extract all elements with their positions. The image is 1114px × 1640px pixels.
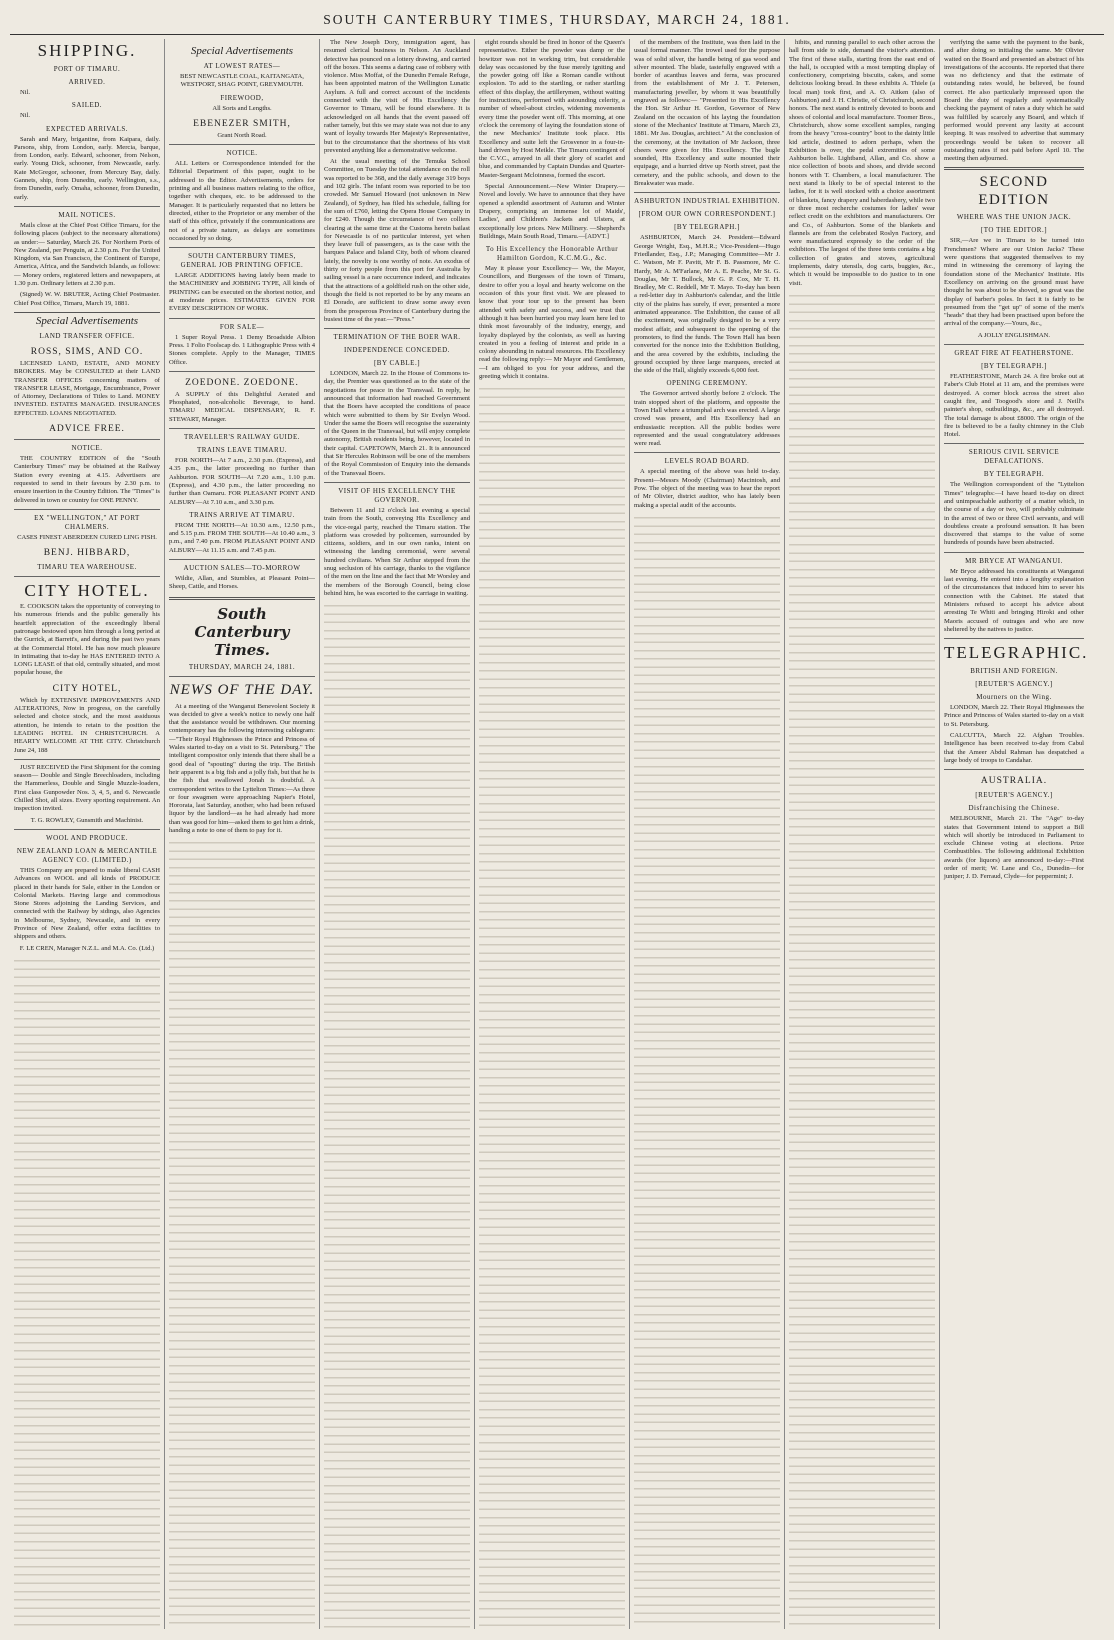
text-filler [324,601,470,1629]
levels-text: A special meeting of the above was held to-day. Present—Messrs Moody (Chairman) Macintosh, and Pow. The object of the meeting was to hear the report of Mr Olivier, district auditor, who has lately been making a special audit of the accounts. [634,468,780,509]
divider [944,344,1084,345]
news-of-the-day-heading: NEWS OF THE DAY. [169,681,315,698]
australia-text: MELBOURNE, March 21. The "Age" to-day states that Government intend to support a Bill which will shortly be introduced in Parliament to exclude Chinese voting at elections. Prize Combustibles. The following additional Exhibition awards (for liquors) are announced to-day:—First order of merit; W. Lane and Co., Dunedin—for juniper; J. D. Ferraud, Clyde—for peppermint; J. [944,815,1084,881]
arrived-heading: ARRIVED. [68,78,106,86]
article-text: verifying the same with the payment to the bank, and after doing so initialing the same. Mr Olivier waited on the Board and presented an abstract of his investigations of the accounts. He reported that there was no deficiency and that the estimate of outstanding rates would, he believed, be found correct. He also particularly impressed upon the Board the duty of regularly and systematically checking the payment of rates a duty which he said was fulfilled by scarcely any Board, and which if performed would prevent any laxity at account keeping. It was resolved to advertise that summary proceedings would be taken to recover all outstanding rates if not paid before April 10. The meeting then adjourned. [944,39,1084,163]
trains-leave-heading: TRAINS LEAVE TIMARU. [196,446,288,455]
levels-heading: LEVELS ROAD BOARD. [664,457,750,466]
tea-warehouse: TIMARU TEA WAREHOUSE. [37,563,137,572]
divider [14,829,160,830]
sailed-heading: SAILED. [71,101,103,110]
notice-heading: NOTICE. [71,444,103,453]
divider [634,192,780,193]
bryce-text: Mr Bryce addressed his constituents at Wanganui last evening. He entered into a lengthy explanation of the circumstances that induced him to sever his connection with the Cabinet. He stated that Ministers refused to accept his advice about arresting Te Whiti and bringing Hiroki and other Maoris accused of outrages and who are now sheltered by the natives to justice. [944,567,1084,633]
trains-leave-text: FOR NORTH—At 7 a.m., 2.30 p.m. (Express), and 4.35 p.m., the latter proceeding no further than Ashburton. FOR SOUTH—At 7.20 a.m., 1.10 p.m. (Express), and 4.30 p.m., the latter proceeding no further than Oamaru. FOR PLEASANT POINT AND ALBURY—At 7.10 a.m., and 3.30 p.m. [169,457,315,506]
expected-text: Sarah and Mary, brigantine, from Kaipara, daily. Parsons, ship, from London, early. Mercia, barque, from London, early. Edward, schooner, from Nelson, early. Young Dick, schooner, from Newcastle, early. Kate McGregor, schooner, from Mercury Bay, daily. Gannets, ship, from Dunedin, early. Wellington, s.s., from Dunedin, early. Omaha, schooner, from Dunedin, early. [14,135,160,201]
divider [169,597,315,600]
auction-text: Wildie, Allan, and Stumbles, at Pleasant Point—Sheep, Cattle, and Horses. [169,574,315,591]
port-heading: PORT OF TIMARU. [53,65,121,73]
wellington-heading: EX "WELLINGTON," AT PORT CHALMERS. [34,513,140,531]
independence-heading: INDEPENDENCE CONCEDED. [344,346,450,355]
trains-arrive-heading: TRAINS ARRIVE AT TIMARU. [189,510,295,519]
arrived-nil: Nil. [20,89,31,96]
ross-sims-name: ROSS, SIMS, AND CO. [30,346,144,357]
advice-free: ADVICE FREE. [49,424,125,435]
union-jack-text: SIR,—Are we in Timaru to be turned into Frenchmen? Where are our Union Jacks? These were questions that suggested themselves to my mind in witnessing the ceremony of laying the foundation stone of the Mechanics' Institute. His Excellency on arriving on the ground must have thought he was about to be shoved, so great was the display of barber's poles. In fact it is fairly to be presumed from the "get up" of some of the men's "heads" that they had been practised upon before the arrival of the company.—Yours, &c., [944,237,1084,328]
article-text: eight rounds should be fired in honor of the Queen's representative. Either the powder was damp or the howitzer was not in working trim, but considerable delay was occasioned by the fuse merely igniting and the powder going off like a Roman candle without explosion. To add to the startling, or rather startling effect of this display, the artillerymen, without waiting for instructions, performed with astounding celerity, a number of wheel-about circles, widening movements every time the powder went off. This morning, at one o'clock the ceremony of laying the foundation stone of the new Mechanics' Institute took place. His Excellency and suite left the Grosvenor in a four-in-hand driven by Host Meikle. The Timaru contingent of the C.V.C., arrayed in all their glory of scarlet and blue, and commanded by Captain Dundas and Quarter-Master-Sergeant Mcloinness, formed the escort. [479,39,625,179]
mourners-heading: Mourners on the Wing. [976,693,1052,702]
railway-guide-heading: TRAVELLER'S RAILWAY GUIDE. [184,433,300,442]
smith-address: Grant North Road. [217,131,267,139]
paper-title: South Canterbury Times. [194,604,290,659]
article-text: The New Joseph Dory, immigration agent, has resumed clerical business in Nelson. An Auckland detective has pounced on a lottery drawing, and carried off the boxes. This seems a daring case of robbery with violence. Miss Moffat, of the Dunedin Female Refuge, has been appointed matron of the Wellington Lunatic Asylum. A full and correct account of the incidents connected with the visit of His Excellency the Governor to Timaru, will be found elsewhere. It is acknowledged on all hands that the event passed off rather tamely, but this we may state was not due to any want of loyalty towards Her Majesty's Representative, but to the circumstance that the shortness of his visit prevented anything like a demonstrative welcome. [324,39,470,154]
address-heading: To His Excellency the Honorable Arthur Hamilton Gordon, K.C.M.G., &c. [485,245,619,263]
ross-sims-text: LICENSED LAND, ESTATE, AND MONEY BROKERS. May be CONSULTED at their LAND TRANSFER OFFICES concerning matters of TRANSFER LEASE, Mortgage, Encumbrance, Power of Attorney, Declarations of Titles to Land. MONEY INVESTED. ESTATES MANAGED. INSURANCES EFFECTED. LOANS NEGOTIATED. [14,359,160,417]
article-text: of the members of the Institute, was then laid in the usual formal manner. The trowel used for the purpose was of solid silver, the handle being of gas wood and silver mounted. The blade, tastefully engraved with a border of acanthus leaves and ferns, was procured from the establishment of Mr J. T. Petersen, manufacturing jeweller, by whom it was beautifully engraved as follows:— "Presented to His Excellency the Hon. Sir Arthur H. Gordon, Governor of New Zealand on the occasion of his laying the foundation stone of the Mechanics' Institute at Timaru, March 23, 1881. Mr Jas. Douglas, architect." At the conclusion of the ceremony, at the invitation of Mr Jackson, three cheers were given for His Excellency. The bugle sounded, His Excellency and suite mounted their equipage, and a hurried drive up North street, past the cemetery, and the public schools, and down to the Breakwater was made. [634,39,780,188]
article-text: At the usual meeting of the Temuka School Committee, on Tuesday the total attendance on the roll was reported to be 368, and the daily average 319 boys and 102 girls. The infant room was reported to be too crowded. Mr Samuel Howard (not unknown in New Zealand), of Sydney, has filed his schedule, falling for the sum of £760, letting the Opera House Company in for £240. Though the circumstance of two colliers clearing at the same time at the Customs herein bailast for Newcastle is of no particular interest, yet when they leave full of passengers, as is the case with the barques Palace and Island City, both of whom cleared lately, the novelty is one worthy of note. An exodus of thirty or forty people from this port for Australia by sailing vessel is a rare occurrence indeed, and indicates that the attractions of a goldfield rush on the other side, though the field is not reported to be by any means an El Dorado, are sufficient to draw some away even from the prosperous Province of Canterbury during the busiest time of the year.—"Press." [324,158,470,323]
british-foreign-heading: BRITISH AND FOREIGN. [970,667,1058,676]
cases-text: CASES FINEST ABERDEEN CURED LING FISH. [17,533,157,541]
by-cable: [BY CABLE.] [373,359,421,368]
city-hotel-text: E. COOKSON takes the opportunity of conveying to his numerous friends and the public generally his heartfelt appreciation of the exceedingly liberal patronage bestowed upon him through a long period at the Gurrick, at Barrett's, and during the past two years at the Commercial Hotel. He has now much pleasure in intimating that to-day he HAS ENTERED INTO A LONG LEASE of that old, centrally situated, and most popular house, the [14,603,160,677]
divider [14,576,160,577]
for-sale-heading: FOR SALE— [219,322,265,331]
job-printing-heading: SOUTH CANTERBURY TIMES, GENERAL JOB PRINTING OFFICE. [180,252,304,270]
divider [944,769,1084,770]
land-transfer-heading: LAND TRANSFER OFFICE. [39,331,135,340]
coal-text: BEST NEWCASTLE COAL, KAITANGATA, WESTPORT, SHAG POINT, GREYMOUTH. [180,73,304,89]
fire-heading: GREAT FIRE AT FEATHERSTONE. [954,349,1074,358]
auction-heading: AUCTION SALES—TO-MORROW [183,563,301,572]
divider [324,328,470,329]
column-2 [165,39,320,1629]
for-sale-text: 1 Super Royal Press. 1 Demy Broadside Albion Press. 1 Folio Foolscap do. 1 Lithographic Press with 4 Stones complete. Apply to the Manager, TIMES Office. [169,333,315,366]
text-filler [479,384,625,1629]
notice-heading: NOTICE. [226,149,258,158]
notice-text: THE COUNTRY EDITION of the "South Canterbury Times" may be obtained at the Railway Station every evening at 4.15. Advertisers are requested to send in their favours by 2.30 p.m. to ensure insertion in the Country Edition. The "Times" is delivered in town or country for ONE PENNY. [14,455,160,504]
mail-heading: MAIL NOTICES. [58,210,116,219]
mail-text: Mails close at the Chief Post Office Timaru, for the following places (subject to the necessary alterations) as under:— Saturday, March 26. For Northern Ports of New Zealand, per Penguin, at 2.30 p.m. For the United Kingdom, via San Francisco, the Continent of Europe, America, Africa, and the Sandwich Islands, as follows:— Money orders, registered letters and newspapers, at 1.30 p.m. Ordinary letters at 2.30 p.m. [14,221,160,288]
hibbard-name: BENJ. HIBBARD, [43,548,131,559]
wool-heading: WOOL AND PRODUCE. [46,833,128,842]
divider [169,144,315,145]
divider [14,759,160,760]
divider [944,552,1084,553]
lowest-rates: AT LOWEST RATES— [203,62,281,70]
divider [169,559,315,560]
rowley-sign: T. G. ROWLEY, Gunsmith and Machinist. [30,816,144,824]
divider [169,371,315,372]
special-ads-heading: Special Advertisements [190,45,294,57]
governor-visit-heading: VISIT OF HIS EXCELLENCY THE GOVERNOR. [338,486,456,504]
ashburton-heading: ASHBURTON INDUSTRIAL EXHIBITION. [634,197,780,206]
chinese-heading: Disfranchising the Chinese. [968,804,1060,813]
column-5 [630,39,785,1629]
divider [169,318,315,319]
zoedone-heading: ZOEDONE. ZOEDONE. [185,377,299,388]
text-filler [169,838,315,1629]
ashburton-text: ASHBURTON, March 24. President—Edward George Wright, Esq., M.H.R.; Vice-President—Hugo Friedlander, Esq., J.P.; Managing Committee—Mr J. C. Watson, Mr F. Pavitt, Mr F. B. Passmore, Mr C. Hardy, Mr A. M'Farlane, Mr A. E. Peache, Mr St. G. Douglas, Mr T. Bullock, Mr G. P. Cox, Mr T. H. Bradley, Mr C. Reddell, Mr T. Mayo. To-day has been a red-letter day in Ashburton's calendar, and the little city of the plains has surely, if ever, presented a more animated appearance. The Exhibition, the cause of all the excitement, was originally designed to be a very modest affair, and subsequent to the opening of the promoters, to find the funds. The Town Hall has been converted for the nonce into the Exhibition Building, and the area covered by the exhibits, including the ground occupied by three large marquees, erected at the side of the Hall, slightly exceeds 6,000 feet. [634,234,780,375]
city-hotel-text-2: Which by EXTENSIVE IMPROVEMENTS AND ALTERATIONS, Now in progress, on the carefully selected and choice stock, and the most assiduous attention, he intends to retain to the position the LEADING HOTEL IN CHRISTCHURCH. A HEARTY WELCOME AT THE CITY. Christchurch June 24, 188 [14,696,160,754]
divider [944,638,1084,639]
paper-date: THURSDAY, MARCH 24, 1881. [188,662,296,671]
text-filler [789,291,935,1629]
second-edition-heading: SECOND EDITION [944,167,1084,209]
reuters-agency: [REUTER'S AGENCY.] [975,791,1053,800]
news-text: At a meeting of the Wanganui Benevolent Society it was decided to give a week's notice to newly one half that the assistance would be withdrawn. Our morning contemporary has the following interesting cablegram:—"Their Royal Highnesses the Prince and Princess of Wales started to-day on a visit to St. Petersburg." The intelligent compositor only intends that there shall be a good deal of "spouting" during the trip. The British heir apparent is a big fish and a jolly fish, but that he is the fish that swallowed Jonah is doubtful. A correspondent writes to the Lyttelton Times:—As three or four swagmen were approaching Napier's Hotel, Hororata, last Saturday, another, who had been refused liquor by the landlord—as he had already had more than was good for him—asked them to get him a drink, handing a note to one of them to pay for it. [169,702,315,835]
boer-war-text: LONDON, March 22. In the House of Commons to-day, the Premier was questioned as to the state of the negotiations for peace in the Transvaal. In reply, he announced that information had reached Government that the Boers have accepted the conditions of peace which were submitted to them by Sir Evelyn Wood. Under the same the Boers will recognise the suzerainty of the Queen in the Transvaal, but will enjoy complete autonomy, British residents being, however, located in their capital. CAPETOWN, March 21. It is announced that Sir Hercules Robinson will be one of the members of the Royal Commission of Enquiry into the demands of the Transvaal Boers. [324,370,470,477]
column-6 [785,39,940,1629]
by-telegraph: [BY TELEGRAPH.] [674,223,740,232]
nz-loan-sign: F. LE CREN, Manager N.Z.L. and M.A. Co. (Ltd.) [19,944,155,952]
divider [169,247,315,248]
divider [634,452,780,453]
firewood-heading: FIREWOOD, [220,93,264,102]
divider [14,206,160,207]
telegraphic-heading: TELEGRAPHIC. [944,643,1088,663]
union-jack-heading: WHERE WAS THE UNION JACK. [956,213,1072,222]
civil-service-text: The Wellington correspondent of the "Lyttelton Times" telegraphs:—I have heard to-day on direct and unimpeachable authority of a matter which, in the course of a day or two, will probably culminate in the arrest of two or three Civil servants, and will doubtless create a profound sensation. It has been discovered that stamps to the value of some hundreds of pounds have been abstracted. [944,481,1084,547]
column-1 [10,39,165,1629]
nz-loan-heading: NEW ZEALAND LOAN & MERCANTILE AGENCY CO. (LIMITED.) [16,846,158,864]
union-jack-sign: A JOLLY ENGLISHMAN. [977,331,1051,339]
smith-name: EBENEZER SMITH, [193,118,291,129]
divider [14,509,160,510]
masthead: SOUTH CANTERBURY TIMES, THURSDAY, MARCH 24, 1881. [10,8,1104,35]
city-hotel-heading: CITY HOTEL. [24,581,150,601]
article-text: hibits, and running parallel to each other across the hall from side to side, demand the visitor's attention. The first of these stalls, starting from the east end of the hall, is occupied with a most tempting display of confectionery, comprising biscuits, cakes, and some delicious looking bread. In these exhibits A. Thiele (a local man) took first, and A. O. Aitken (also of Ashburton) and J. H. Christie, of Christchurch, second honors. The next stand is entirely devoted to boots and shoes of colonial and local manufacture. Toomer Bros., Christchurch, show some excellent samples, ranging from the heavy "cross-country" boot to the dainty little kid article, destined to adorn perhaps, when the Exhibition is over, the pedal extremities of some Ashburton belle. Lightband, Allan, and Co. show a nice collection of boots and shoes, and divide second honors with T. Chambers, a local manufacturer. The next stand is likely to be of special interest to the ladies, for it is well stocked with a choice assortment of blankets, fancy drapery and haberdashery, while two or three most recherche costumes for ladies' wear reflect credit on the exhibitors and manufacturers. Orr and Co., of Ashburton. Some of the blankets and flannels are from the celebrated Roslyn Factory, and were manufactured expressly to the order of the exhibitors. The largest of the three tents contains a big collection of grates and stoves, agricultural implements, dairy utensils, dog carts, buggies, &c., which it would be impossible to do justice to in one visit. [789,39,935,287]
firewood-text: All Sorts and Lengths. [212,104,272,112]
sailed-nil: Nil. [20,112,31,120]
divider [324,482,470,483]
column-4 [475,39,630,1629]
zoedone-text: A SUPPLY of this Delightful Aerated and Phosphated, non-alcoholic Beverage, to hand. TIMARU MEDICAL DISPENSARY, R. F. STEWART, Manager. [169,390,315,423]
fire-text: FEATHERSTONE, March 24. A fire broke out at Faber's Club Hotel at 11 am, and the premises were destroyed. A corner block across the street also caught fire, and Toogood's store and J. Neill's painter's shop, outbuildings, &c., are all destroyed. The total damage is about £8000. The origin of the fire is believed to be a faulty chimney in the Club Hotel. [944,373,1084,439]
special-ads-heading: Special Advertisements [14,312,160,328]
reuters-agency: [REUTER'S AGENCY.] [975,680,1053,689]
governor-visit-text: Between 11 and 12 o'clock last evening a special train from the South, conveying His Excellency and the vice-regal party, reached the Timaru station. The platform was crowded by policemen, surrounded by citizens, soldiers, and in our own ranks, intent on witnessing the landing ceremonial, were several hundred civilians. When Sir Arthur stepped from the snug seclusion of his carriage, thanks to the vigilance of the men on the line and the fact that Mr Worsley and the members of the Borough Council, being close behind him, he was escorted to the carriage in waiting. [324,506,470,597]
civil-service-heading: SERIOUS CIVIL SERVICE DEFALCATIONS. [968,448,1060,466]
own-correspondent: [FROM OUR OWN CORRESPONDENT.] [638,210,776,219]
article-text: Special Announcement.—New Winter Drapery.—Novel and lovely. We have to announce that they have opened a splendid assortment of Autumn and Winter Drapery, comprising an immense lot of Maids', Ladies', and Children's Jackets and Ulsters, at exceptionally low prices. New Millinery. —Shepherd's Buildings, Main South Road, Timaru.—[ADVT.] [479,183,625,240]
shipping-heading: SHIPPING. [37,41,137,60]
to-editor: [TO THE EDITOR.] [980,226,1048,235]
city-hotel-heading-2: CITY HOTEL, [52,683,122,694]
bryce-heading: MR BRYCE AT WANGANUI. [965,556,1063,565]
column-7 [940,39,1088,1629]
divider [944,443,1084,444]
notice-text: ALL Letters or Correspondence intended for the Editorial Department of this paper, ought to be addressed to the Editor. Advertisements, orders for printing and all business matters relating to the office, together with cheques, etc. to be addressed to the Manager. It is particularly requested that no letters be directed, either to the Proprietor or any member of the staff of this office, privately if the communications are not of a private nature, as delays are sometimes occasioned by so doing. [169,160,315,242]
boer-war-heading: TERMINATION OF THE BOER WAR. [333,333,461,342]
divider [169,676,315,677]
opening-text: The Governor arrived shortly before 2 o'clock. The train stopped short of the platform, and opposite the Town Hall where a triumphal arch was erected. A large crowd was present, and His Excellency had an enthusiastic reception. All the public bodies were represented and the usual congratulatory addresses were read. [634,390,780,448]
gun-shipment-text: JUST RECEIVED the First Shipment for the coming season— Double and Single Breechloaders, including the Hammerless, Double and Single Muzzle-loaders, First class Gunpowder Nos. 3, 4, 5, and 6. Newcastle Chilled Shot, all sizes. Every sporting requirement. An inspection invited. [14,763,160,813]
opening-heading: OPENING CEREMONY. [666,379,748,388]
columns [10,39,1104,1629]
mourners-text: LONDON, March 22. Their Royal Highnesses the Prince and Princess of Wales started to-day on a visit to St. Petersburg. [944,704,1084,728]
trains-arrive-text: FROM THE NORTH—At 10.30 a.m., 12.50 p.m., and 5.15 p.m. FROM THE SOUTH—At 10.40 a.m., 3 p.m., and 7.40 p.m. FROM PLEASANT POINT AND ALBURY—At 11.15 a.m. and 7.45 p.m. [169,521,315,554]
mail-sign: (Signed) W. W. BRUTER, Acting Chief Postmaster. Chief Post Office, Timaru, March 19, 1881. [14,291,160,307]
divider [14,439,160,440]
by-telegraph: BY TELEGRAPH. [983,470,1045,479]
job-printing-text: LARGE ADDITIONS having lately been made to the MACHINERY and JOBBING TYPE, All kinds of PRINTING can be executed on the shortest notice, and at moderate prices. ESTIMATES GIVEN FOR EVERY DESCRIPTION OF WORK. [169,272,315,313]
text-filler [14,956,160,1629]
text-filler [634,513,780,1629]
address-text: May it please your Excellency— We, the Mayor, Councillors, and Burgesses of the town of Timaru, desire to offer you a loyal and hearty welcome on the occasion of this your first visit. We are pleased to know that your tour up to the present has been attended with safety and success, and we trust that although it has been hurried you may learn here led to think most favourably of the industry, energy, and loyalty displayed by the colonists, as well as having created in you a feeling of interest and pride in a colony abounding in natural resources. His Excellency read the following reply:— Mr Mayor and Gentlemen,—I am obliged to you for your address, and the greeting which it contains. [479,265,625,380]
by-telegraph: [BY TELEGRAPH.] [981,362,1047,371]
nz-loan-text: THIS Company are prepared to make liberal CASH Advances on WOOL and all kinds of PRODUCE placed in their hands for Sale, either in the London or Colonial Markets. Having large and commodious Stone Stores adjoining the Landing Services, and connected with the Railway by sidings, also Agencies in Melbourne, Sydney, Newcastle, and in every Province of New Zealand, offer extra facilities to shippers and others. [14,866,160,941]
column-3 [320,39,475,1629]
expected-heading: EXPECTED ARRIVALS. [46,124,128,133]
australia-heading: AUSTRALIA. [980,776,1048,787]
divider [169,428,315,429]
afghan-text: CALCUTTA, March 22. Afghan Troubles. Intelligence has been received to-day from Cabul that the Ameer Abdul Rahman has despatched a large body of troops to Candahar. [944,732,1084,764]
